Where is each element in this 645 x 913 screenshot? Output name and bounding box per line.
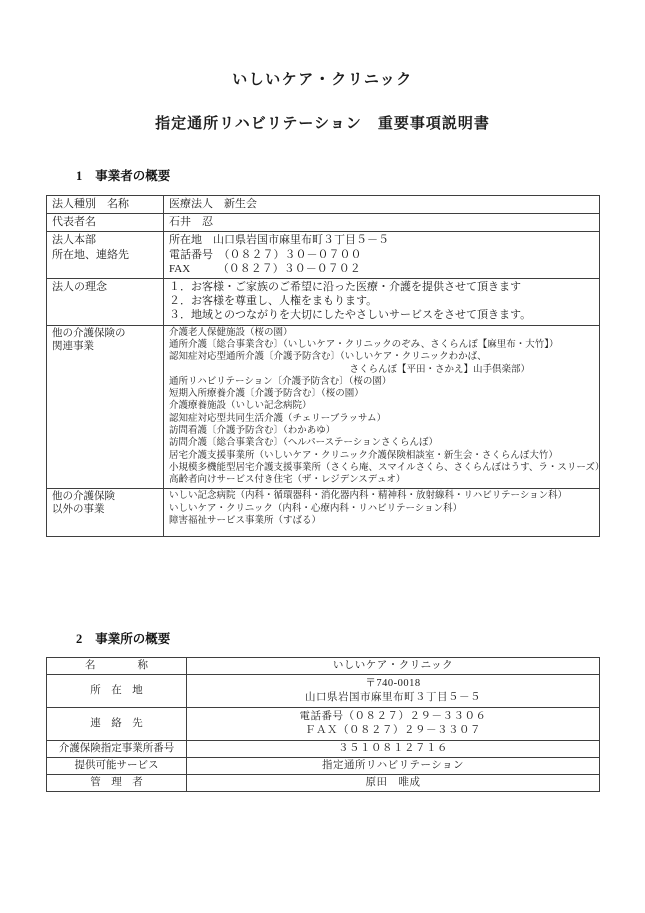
value-line: 医療法人 新生会	[169, 198, 257, 210]
value-line: 石井 忍	[169, 216, 213, 229]
row-label	[47, 325, 164, 489]
label-line: 提供可能サービス	[74, 760, 159, 772]
row-office-contact	[47, 708, 600, 741]
row-label	[47, 489, 164, 537]
label-line: 法人種別 名称	[52, 198, 129, 210]
value-line: 通所介護〔総合事業含む〕（いしいケア・クリニックのぞみ、さくらんぼ【麻里布・大竹】）	[169, 339, 559, 350]
value-line: いしい記念病院（内科・循環器科・消化器内科・精神科・放射線科・リハビリテーション科）	[169, 491, 568, 502]
value-line: ３．地域とのつながりを大切にしたやさしいサービスをさせて頂きます。	[169, 309, 532, 322]
value-line: 障害福祉サービス事業所（すばる）	[169, 516, 322, 527]
row-value	[187, 658, 600, 675]
value-line: 訪問介護〔総合事業含む〕（ヘルパーステーションさくらんぼ）	[169, 438, 439, 449]
row-manager	[47, 775, 600, 792]
row-value	[164, 489, 600, 537]
label-line: 以外の事業	[52, 504, 105, 516]
label-line: 管 理 者	[90, 777, 143, 789]
value-line: ＦＡＸ（０８２７）２９－３３０７	[305, 725, 481, 737]
value-line: 小規模多機能型居宅介護支援事業所（さくら庵、スマイルさくら、さくらんぼはうす、ラ・スリーズ）	[169, 462, 605, 473]
row-label	[47, 196, 164, 214]
value-line: 居宅介護支援事業所（いしいケア・クリニック介護保険相談室・新生会・さくらんぼ大竹）	[169, 450, 558, 461]
label-line: 他の介護保険	[52, 491, 115, 503]
section-2-number: 2	[76, 632, 83, 647]
row-headquarters-contact	[47, 232, 600, 279]
business-operator-table	[46, 195, 605, 537]
value-line: 介護老人保健施設（桜の園）	[169, 327, 293, 338]
section-1-title: 事業者の概要	[95, 169, 171, 183]
section-1-number: 1	[76, 169, 83, 183]
row-office-number	[47, 741, 600, 758]
document-title: いしいケア・クリニック	[232, 72, 413, 88]
row-representative	[47, 214, 600, 232]
row-other-businesses	[47, 489, 600, 537]
label-line: 他の介護保険の	[52, 327, 126, 339]
label-line: 所在地、連絡先	[52, 248, 129, 261]
value-line: 所在地 山口県岩国市麻里布町３丁目５－５	[169, 234, 389, 247]
label-line: 関連事業	[52, 340, 94, 352]
row-available-services	[47, 758, 600, 775]
row-value	[164, 279, 600, 326]
row-label	[47, 214, 164, 232]
value-line: 介護療養施設（いしい記念病院）	[169, 401, 312, 412]
section-2-title: 事業所の概要	[95, 632, 171, 647]
label-line: 法人本部	[52, 234, 96, 247]
value-line: 高齢者向けサービス付き住宅（ザ・レジデンスデュオ）	[169, 475, 406, 486]
label-line: 名 称	[85, 660, 148, 672]
document-subtitle: 指定通所リハビリテーション 重要事項説明書	[155, 116, 490, 132]
value-line: 短期入所療養介護〔介護予防含む〕（桜の園）	[169, 389, 364, 400]
row-label	[47, 658, 187, 675]
value-line: ３５１０８１２７１６	[338, 743, 448, 755]
row-label	[47, 741, 187, 758]
row-value	[164, 325, 605, 489]
label-line: 代表者名	[52, 216, 96, 229]
value-line: 原田 唯成	[365, 777, 421, 789]
value-line: FAX （０８２７）３０－０７０２	[169, 262, 361, 275]
row-label	[47, 758, 187, 775]
value-line: さくらんぼ【平田・さかえ】山手倶楽部）	[169, 364, 531, 375]
row-value	[187, 758, 600, 775]
section-1-heading	[76, 166, 645, 184]
value-line: 指定通所リハビリテーション	[321, 760, 465, 772]
value-line: 認知症対応型通所介護〔介護予防含む〕（いしいケア・クリニックわかば、	[169, 352, 487, 363]
value-line: 認知症対応型共同生活介護（チェリーブラッサム）	[169, 413, 387, 424]
label-line: 法人の理念	[52, 281, 107, 294]
value-line: いしいケア・クリニック（内科・心療内科・リハビリテーション科）	[169, 503, 463, 514]
value-line: 訪問看護〔介護予防含む〕（わかあゆ）	[169, 426, 336, 436]
row-label	[47, 232, 164, 279]
value-line: いしいケア・クリニック	[332, 660, 454, 672]
value-line: 電話番号 （０８２７）３０－０７００	[169, 248, 362, 261]
row-corporation-type	[47, 196, 600, 214]
row-philosophy	[47, 279, 600, 326]
row-value	[187, 675, 600, 708]
value-line: 山口県岩国市麻里布町３丁目５－５	[305, 692, 481, 704]
row-label	[47, 675, 187, 708]
section-2-heading	[76, 629, 645, 647]
value-line: １．お客様・ご家族のご希望に沿った医療・介護を提供させて頂きます	[169, 281, 521, 294]
row-label	[47, 775, 187, 792]
row-office-address	[47, 675, 600, 708]
row-office-name	[47, 658, 600, 675]
office-overview-table	[46, 657, 600, 792]
row-related-care-businesses	[47, 325, 600, 489]
label-line: 介護保険指定事業所番号	[58, 743, 175, 755]
row-value	[164, 232, 600, 279]
row-value	[187, 775, 600, 792]
label-line: 所 在 地	[90, 685, 143, 697]
row-value	[187, 708, 600, 741]
row-label	[47, 708, 187, 741]
row-label	[47, 279, 164, 326]
label-line: 連 絡 先	[90, 718, 143, 730]
row-value	[164, 214, 600, 232]
value-line: 〒740-0018	[365, 678, 421, 690]
row-value	[164, 196, 600, 214]
row-value	[187, 741, 600, 758]
value-line: ２．お客様を尊重し、人権をまもります。	[169, 295, 378, 308]
value-line: 通所リハビリテーション〔介護予防含む〕（桜の園）	[169, 376, 392, 387]
value-line: 電話番号（０８２７）２９－３３０６	[299, 711, 487, 723]
